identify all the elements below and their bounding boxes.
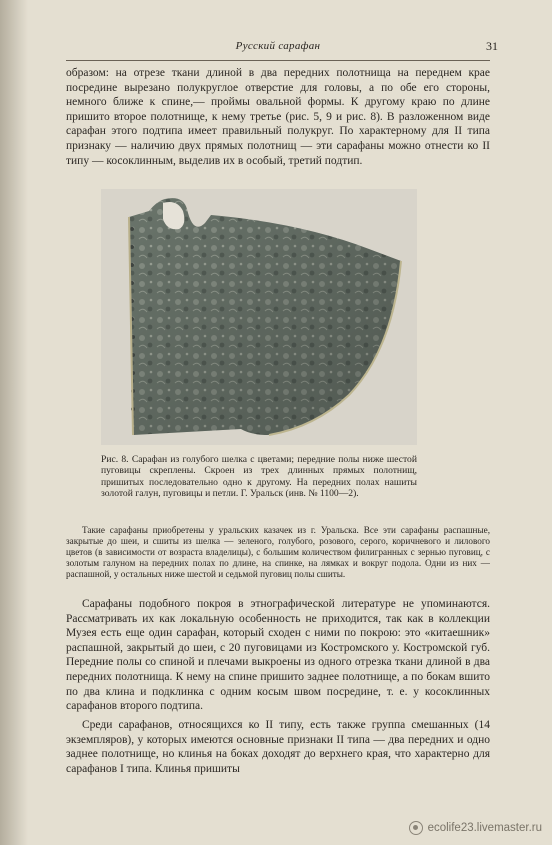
- body-paragraph: образом: на отрезе ткани длиной в два передних полотнища на переднем крае посредине вырезано полукруглое отверстие для головы, а по обе его стороны, немного ближе к спине,— проймы овальной формы. К другому краю по длине пришито второе полотнище, к нему третье (рис. 5, 9 и рис. 8). В разложенном виде сарафан этого подтипа имеет правильный полукруг. По характерному для II типа признаку — наличию двух прямых полотнищ — эти сарафаны можно отнести ко II типу — косоклинным, выделив их в особый, третий подтип.: [66, 67, 490, 167]
- page-header: [66, 34, 498, 61]
- body-paragraph: Среди сарафанов, относящихся ко II типу, есть также группа смешанных (14 экземпляров), у которых имеются основные признаки II типа — два передних и одно заднее полотнище, но клинья на боках доходят до верхнего края, что характерно для сарафанов I типа. Клинья пришиты: [66, 719, 490, 775]
- page-number: 31: [486, 39, 498, 53]
- small-print-note: Такие сарафаны приобретены у уральских казачек из г. Уральска. Все эти сарафаны распашные, закрытые до шеи, и сшиты из шелка — зеленого, голубого, розового, серого, коричневого и лилового цветов (в зависимости от возраста владелицы), с большим количеством филигранных с зернью пуговиц, с золотым галуном на передних полах по длине, на спинке, на лямках и вокруг подола. Одни из них — распашной, у остальных ниже шестой и седьмой пуговиц полы сшиты.: [66, 525, 490, 580]
- watermark: [409, 819, 542, 837]
- body-paragraph: Сарафаны подобного покроя в этнографической литературе не упоминаются. Рассматривать их как локальную особенность не приходится, так как в коллекции Музея есть еще один сарафан, который сходен с ними по покрою: это «китаешник» распашной, закрытый до шеи, с 20 пуговицами из Костромского у. Костромской губ. Передние полы со спиной и плечами выкроены из одного отрезка ткани длиной в два передних полотнища. К нему на спине пришито заднее полотнище, а по бокам вшито по два клина и подклинка с одним косым швом посредине, т. е. у косоклинных сарафанов второго подтипа.: [66, 598, 490, 713]
- figure-photo-sarafan: [101, 189, 417, 445]
- figure-caption: Рис. 8. Сарафан из голубого шелка с цветами; передние полы ниже шестой пуговицы скреплены. Скроен из трех длинных прямых полотнищ, пришитых последовательно одно к другому. На передних полах нашиты золотой галун, пуговицы и петли. Г. Уральск (инв. № 1100—2).: [101, 454, 417, 500]
- watermark-text: ecolife23.livemaster.ru: [427, 822, 542, 834]
- running-title: Русский сарафан: [235, 40, 321, 52]
- spine-shadow: [0, 0, 28, 845]
- livemaster-logo-icon: [409, 821, 423, 835]
- sarafan-photo: [101, 189, 417, 445]
